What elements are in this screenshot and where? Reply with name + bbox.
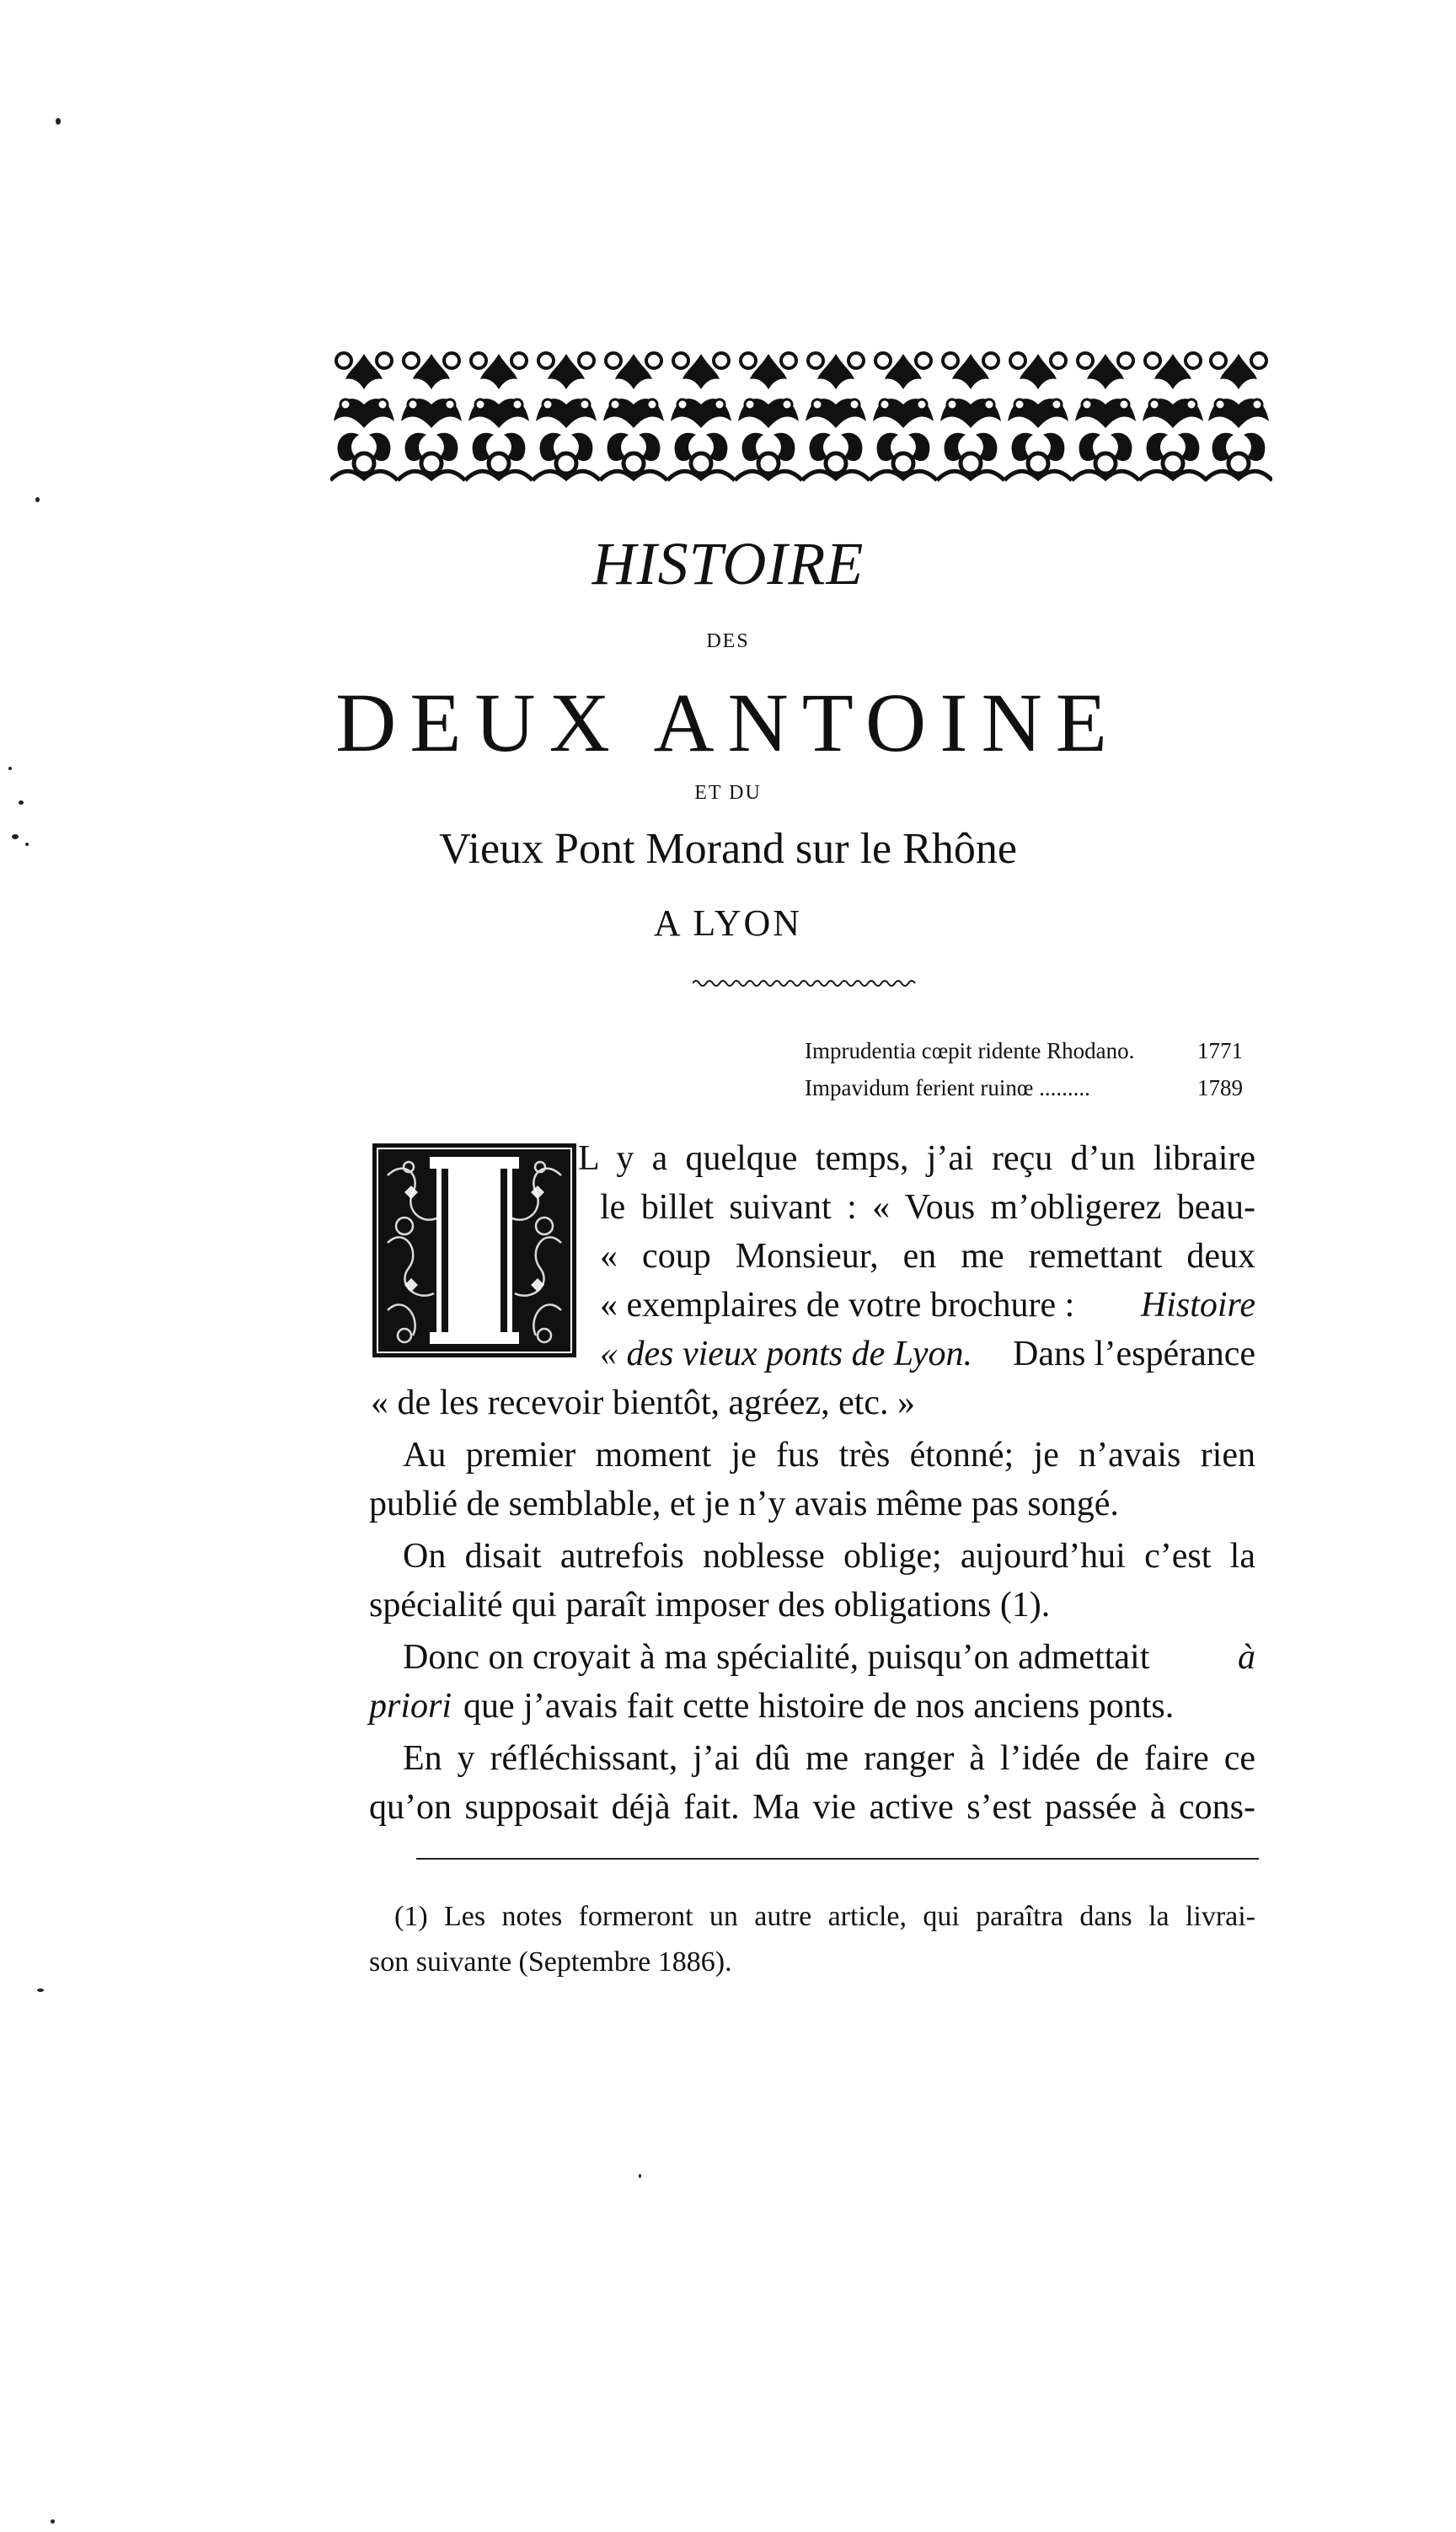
text-segment: « exemplaires de votre brochure :	[600, 1286, 1075, 1325]
title-main: DEUX ANTOINE	[335, 676, 1121, 769]
ornament-headpiece	[330, 345, 1272, 489]
title-des: DES	[706, 630, 750, 652]
epigraph-line	[805, 1032, 1243, 1069]
text-line: le billet suivant : « Vous m’obligerez beau-	[600, 1188, 1255, 1227]
text-line	[369, 1682, 1255, 1731]
text-line	[600, 1330, 1255, 1378]
text-segment: que j’avais fait cette histoire de nos anciens ponts.	[463, 1687, 1175, 1726]
text-line: En y réfléchissant, j’ai dû me ranger à l’idée de faire ce	[403, 1739, 1255, 1778]
footnote-line: son suivante (Septembre 1886).	[369, 1946, 732, 1978]
text-line	[600, 1281, 1255, 1330]
text-segment: Donc on croyait à ma spécialité, puisqu’on admettait	[403, 1638, 1150, 1677]
epigraph-year: 1771	[1197, 1038, 1243, 1063]
title-place: A LYON	[653, 902, 803, 944]
text-line: spécialité qui paraît imposer des obligations (1).	[369, 1586, 1051, 1625]
text-line: L y a quelque temps, j’ai reçu d’un libraire	[578, 1139, 1255, 1178]
text-line	[403, 1633, 1255, 1682]
wavy-rule	[693, 977, 918, 989]
epigraph	[805, 1032, 1243, 1106]
italic-title-words: « des vieux ponts de Lyon.	[600, 1335, 972, 1373]
text-line: Au premier moment je fus très étonné; je n’avais rien	[403, 1436, 1255, 1475]
italic-word: à	[1238, 1638, 1255, 1677]
text-line: On disait autrefois noblesse oblige; aujourd’hui c’est la	[403, 1537, 1255, 1576]
dropcap-initial	[371, 1142, 578, 1359]
footnote-line: (1) Les notes formeront un autre article, qui paraîtra dans la livrai-	[394, 1901, 1255, 1932]
footnote-rule	[416, 1858, 1259, 1860]
title-et-du: ET DU	[694, 782, 762, 804]
epigraph-line	[805, 1069, 1243, 1106]
title-histoire: HISTOIRE	[592, 530, 864, 597]
text-line: « de les recevoir bientôt, agréez, etc. »	[371, 1384, 916, 1422]
text-line: qu’on supposait déjà fait. Ma vie active s’est passée à cons-	[369, 1788, 1255, 1827]
epigraph-year: 1789	[1197, 1075, 1243, 1100]
epigraph-text: Imprudentia cœpit ridente Rhodano.	[805, 1038, 1135, 1063]
epigraph-text: Impavidum ferient ruinœ .........	[805, 1075, 1090, 1100]
text-line: « coup Monsieur, en me remettant deux	[600, 1237, 1255, 1276]
text-segment: Dans l’espérance	[1012, 1335, 1255, 1373]
italic-word: priori	[369, 1687, 452, 1726]
text-line: publié de semblable, et je n’y avais même pas songé.	[369, 1485, 1119, 1523]
italic-title-word: Histoire	[1140, 1286, 1255, 1325]
title-subtitle: Vieux Pont Morand sur le Rhône	[439, 825, 1017, 873]
